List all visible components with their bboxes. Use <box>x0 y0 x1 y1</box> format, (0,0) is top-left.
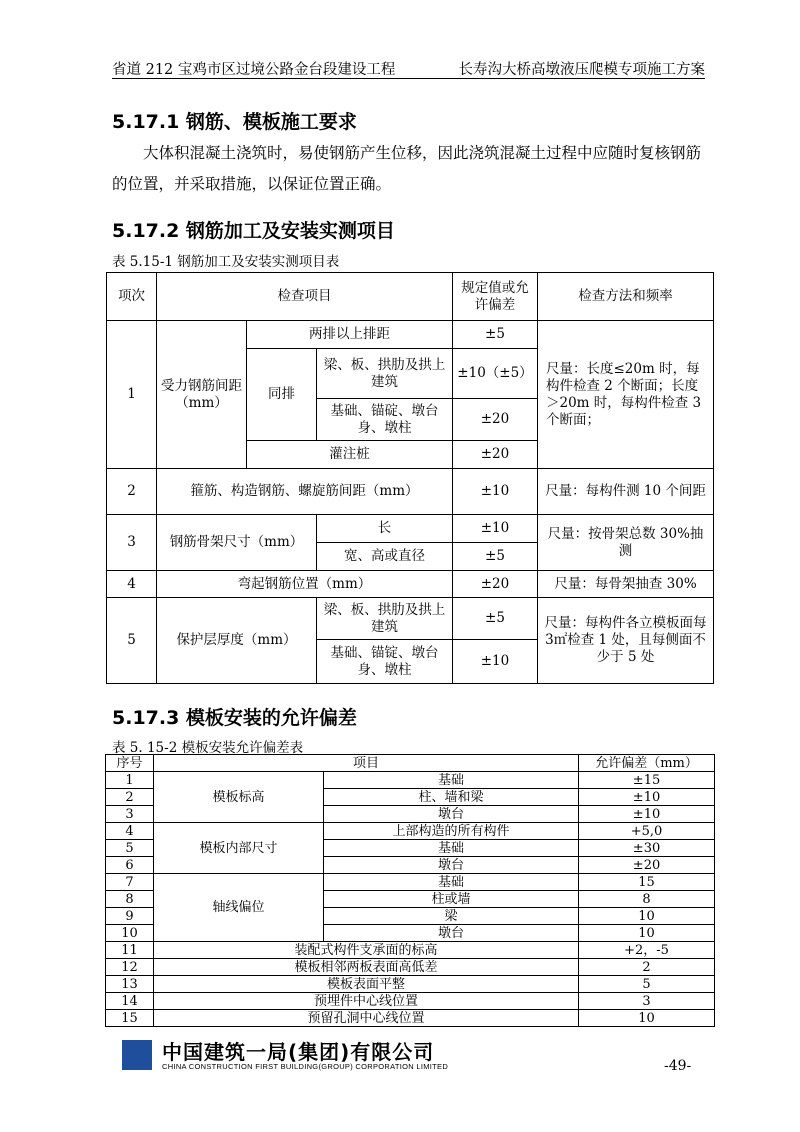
table-cell: 长 <box>317 515 453 543</box>
table-cell: ±10 <box>579 789 715 806</box>
table-row <box>107 598 714 640</box>
table-cell: 柱、墙和梁 <box>324 789 579 806</box>
table-cell: 梁 <box>324 908 579 925</box>
table-caption-1: 表 5.15-1 钢筋加工及安装实测项目表 <box>112 254 340 270</box>
table-cell: ±20 <box>453 399 538 441</box>
section-title-5-17-1: 5.17.1 钢筋、模板施工要求 <box>112 111 357 133</box>
table-cell: 梁、板、拱肋及拱上建筑 <box>317 349 453 399</box>
table-cell: 基础 <box>324 840 579 857</box>
table-cell: 13 <box>106 976 154 993</box>
group-label: 轴线偏位 <box>154 874 324 942</box>
table-cell: 预留孔洞中心线位置 <box>154 1010 579 1027</box>
table-cell: 梁、板、拱肋及拱上建筑 <box>317 598 453 640</box>
table-header-row <box>107 273 714 321</box>
table-cell: 10 <box>579 1010 715 1027</box>
table-cell: 箍筋、构造钢筋、螺旋筋间距（mm） <box>157 469 453 515</box>
table-cell: 保护层厚度（mm） <box>157 598 317 684</box>
table-row <box>107 321 714 349</box>
header-cell: 规定值或允许偏差 <box>453 273 538 321</box>
table-cell: 10 <box>579 925 715 942</box>
table-cell: 两排以上排距 <box>247 321 453 349</box>
table-row <box>106 959 715 976</box>
header-cell: 序号 <box>106 755 154 772</box>
table-cell: ±20 <box>453 441 538 469</box>
table-cell: 钢筋骨架尺寸（mm） <box>157 515 317 571</box>
table-cell: 基础 <box>324 772 579 789</box>
company-name-cn: 中国建筑一局(集团)有限公司 <box>162 1040 435 1064</box>
table-cell: ±10 <box>453 640 538 684</box>
table-cell: 尺量：每构件各立模板面每 3㎡检查 1 处，且每侧面不少于 5 处 <box>538 598 714 684</box>
table-cell: 基础、锚碇、墩台身、墩柱 <box>317 399 453 441</box>
table-cell: 3 <box>579 993 715 1010</box>
table-cell: 2 <box>579 959 715 976</box>
table-cell: ±10 <box>453 469 538 515</box>
table-cell: ±5 <box>453 598 538 640</box>
table-cell: 10 <box>579 908 715 925</box>
table-cell: 预埋件中心线位置 <box>154 993 579 1010</box>
table-row <box>106 772 715 789</box>
table-cell: 15 <box>579 874 715 891</box>
table-cell: +2，-5 <box>579 942 715 959</box>
table-row <box>106 1010 715 1027</box>
table-header-row <box>106 755 715 772</box>
table-cell: 10 <box>106 925 154 942</box>
table-cell: 6 <box>106 857 154 874</box>
table-cell: ±10 <box>579 806 715 823</box>
table-cell: 2 <box>106 789 154 806</box>
header-cell: 检查项目 <box>157 273 453 321</box>
table-cell: 基础、锚锭、墩台身、墩柱 <box>317 640 453 684</box>
table-cell: 2 <box>107 469 157 515</box>
table-cell: 1 <box>106 772 154 789</box>
header-document-title: 长寿沟大桥高墩液压爬模专项施工方案 <box>458 62 705 78</box>
table-cell: 8 <box>106 891 154 908</box>
table-row <box>106 993 715 1010</box>
table-row <box>107 571 714 598</box>
table-cell: 4 <box>106 823 154 840</box>
table-cell: ±15 <box>579 772 715 789</box>
header-cell: 项目 <box>154 755 579 772</box>
table-cell: 模板表面平整 <box>154 976 579 993</box>
table-cell: 14 <box>106 993 154 1010</box>
table-cell: 墩台 <box>324 925 579 942</box>
table-cell: 灌注桩 <box>247 441 453 469</box>
table-cell: 受力钢筋间距（mm） <box>157 321 247 469</box>
header-project-name: 省道 212 宝鸡市区过境公路金台段建设工程 <box>112 62 396 78</box>
table-cell: 尺量：每构件测 10 个间距 <box>538 469 714 515</box>
table-cell: ±20 <box>579 857 715 874</box>
company-logo <box>122 1040 152 1070</box>
table-cell: 宽、高或直径 <box>317 543 453 571</box>
section-paragraph: 大体积混凝土浇筑时，易使钢筋产生位移，因此浇筑混凝土过程中应随时复核钢筋的位置，并采取措施，以保证位置正确。 <box>112 144 702 193</box>
section-title-5-17-2: 5.17.2 钢筋加工及安装实测项目 <box>112 220 395 242</box>
table-cell: 9 <box>106 908 154 925</box>
table-cell: 12 <box>106 959 154 976</box>
table-cell: ±20 <box>453 571 538 598</box>
header-cell: 检查方法和频率 <box>538 273 714 321</box>
table-cell: 8 <box>579 891 715 908</box>
table-cell: 墩台 <box>324 806 579 823</box>
table-cell: 5 <box>106 840 154 857</box>
table-cell: 1 <box>107 321 157 469</box>
rebar-inspection-table <box>106 272 714 684</box>
page-number: -49- <box>664 1058 692 1074</box>
group-label: 模板内部尺寸 <box>154 823 324 874</box>
header-cell: 允许偏差（mm） <box>579 755 715 772</box>
formwork-tolerance-table <box>105 754 715 1027</box>
table-cell: 7 <box>106 874 154 891</box>
table-row <box>106 874 715 891</box>
table-row <box>106 976 715 993</box>
table-row <box>107 515 714 543</box>
table-cell: 尺量：每骨架抽查 30% <box>538 571 714 598</box>
table-cell: 15 <box>106 1010 154 1027</box>
section-title-5-17-3: 5.17.3 模板安装的允许偏差 <box>112 707 357 729</box>
table-row <box>107 469 714 515</box>
table-cell: 模板相邻两板表面高低差 <box>154 959 579 976</box>
table-cell: 基础 <box>324 874 579 891</box>
table-cell: 同排 <box>247 349 317 441</box>
page-header <box>112 56 705 79</box>
table-caption-2: 表 5. 15-2 模板安装允许偏差表 <box>112 740 304 756</box>
company-name-en: CHINA CONSTRUCTION FIRST BUILDING(GROUP) CORPORATION LIMITED <box>162 1062 449 1071</box>
table-cell: 4 <box>107 571 157 598</box>
table-row <box>106 823 715 840</box>
table-cell: ±10 <box>453 515 538 543</box>
table-cell: 尺量：长度≤20m 时，每构件检查 2 个断面；长度＞20m 时，每构件检查 3 个断面； <box>538 321 714 469</box>
table-cell: 上部构造的所有构件 <box>324 823 579 840</box>
table-cell: 柱或墙 <box>324 891 579 908</box>
table-cell: 墩台 <box>324 857 579 874</box>
table-cell: ±30 <box>579 840 715 857</box>
header-cell: 项次 <box>107 273 157 321</box>
table-cell: 弯起钢筋位置（mm） <box>157 571 453 598</box>
table-row <box>106 942 715 959</box>
table-cell: ±5 <box>453 321 538 349</box>
table-cell: 3 <box>106 806 154 823</box>
table-cell: 11 <box>106 942 154 959</box>
table-cell: 5 <box>107 598 157 684</box>
table-cell: ±10（±5） <box>453 349 538 399</box>
table-cell: ±5 <box>453 543 538 571</box>
table-cell: +5,0 <box>579 823 715 840</box>
table-cell: 3 <box>107 515 157 571</box>
group-label: 模板标高 <box>154 772 324 823</box>
table-cell: 装配式构件支承面的标高 <box>154 942 579 959</box>
table-cell: 5 <box>579 976 715 993</box>
table-cell: 尺量：按骨架总数 30%抽测 <box>538 515 714 571</box>
